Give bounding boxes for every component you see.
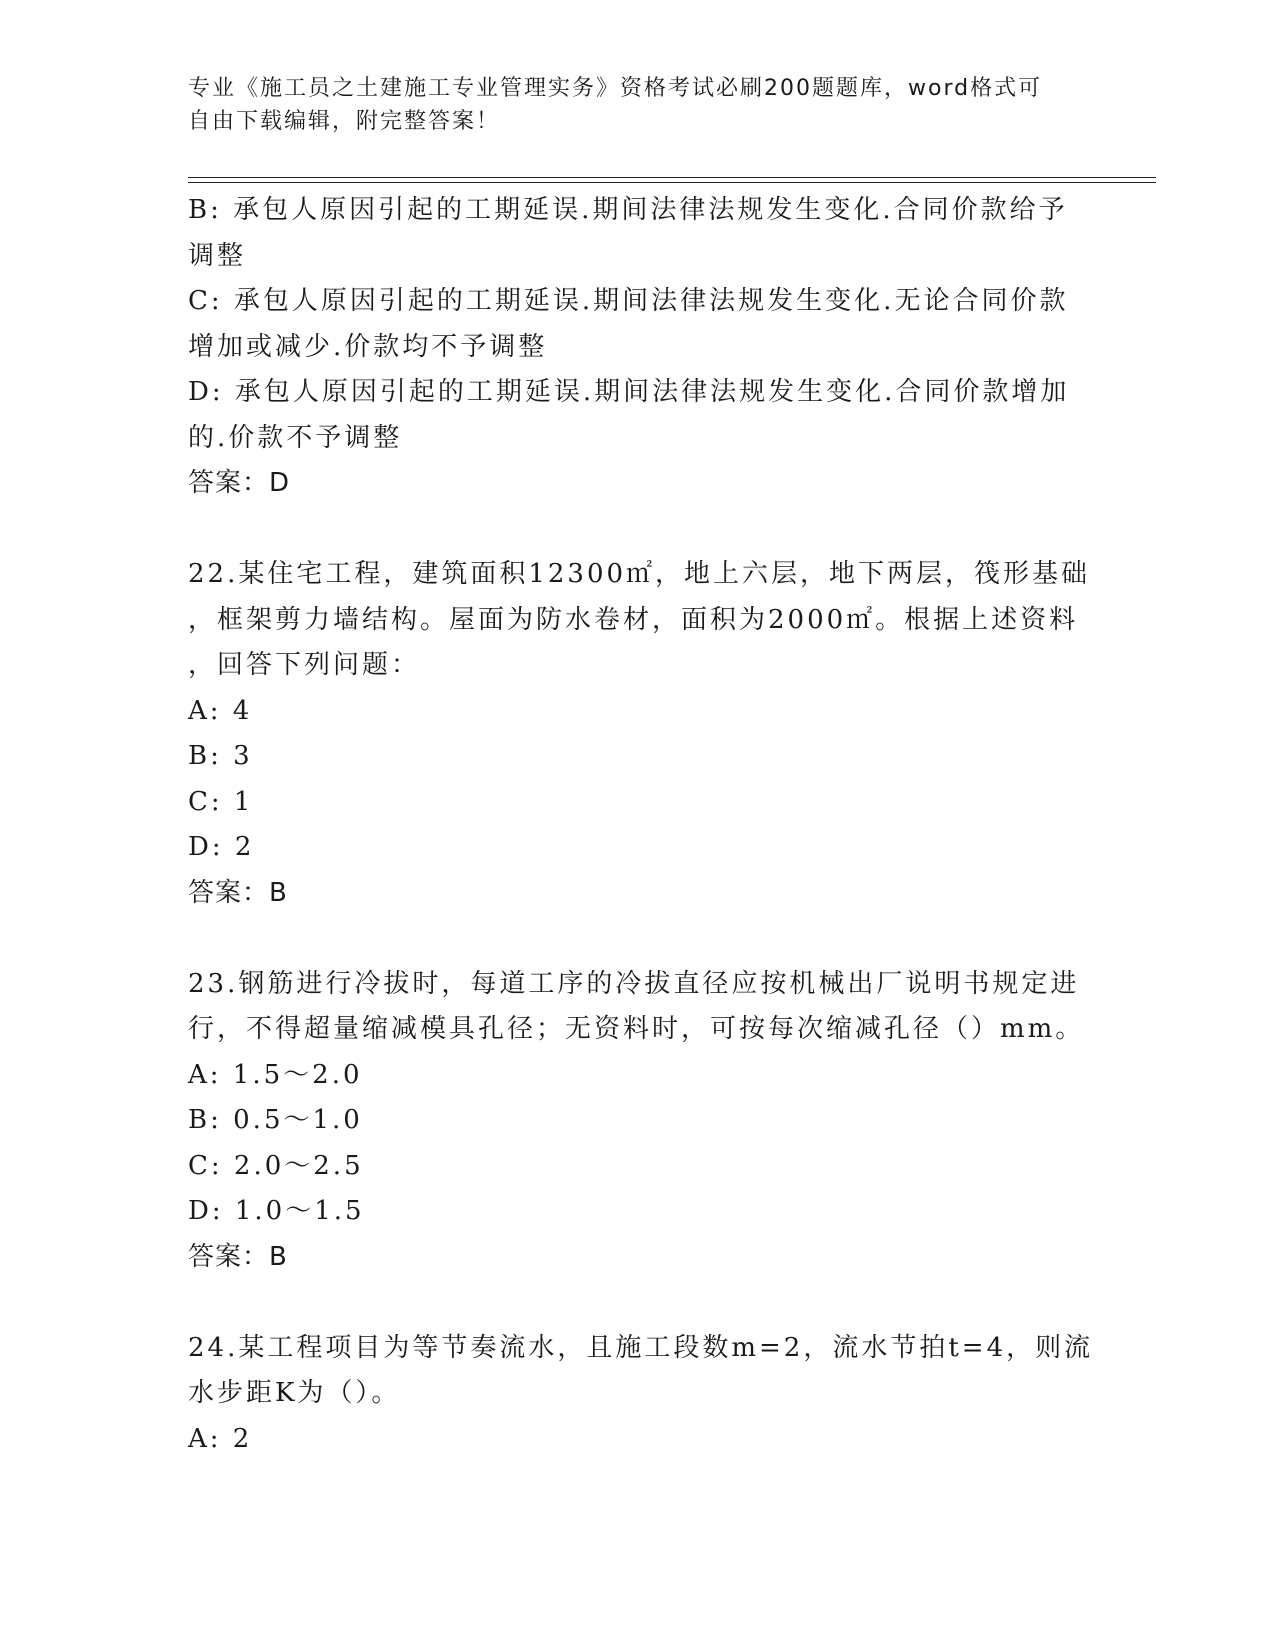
question-stem-line-1: 24.某工程项目为等节奏流水，且施工段数m=2，流水节拍t=4，则流 [188,1332,1094,1363]
option-c: C: 2.0～2.5 [188,1150,364,1181]
option-b-line-1: B: 承包人原因引起的工期延误.期间法律法规发生变化.合同价款给予 [188,195,1068,225]
spacer [188,1280,1068,1326]
question-23 [188,962,1085,1281]
option-b: B: 0.5～1.0 [188,1105,363,1135]
answer-22: 答案：B [188,877,288,908]
answer-21: 答案：D [188,468,291,498]
question-stem-line-3: ，回答下列问题： [188,650,421,680]
option-a: A: 1.5～2.0 [188,1059,363,1090]
option-d-line-1: D: 承包人原因引起的工期延误.期间法律法规发生变化.合同价款增加 [188,377,1070,407]
question-stem-line-1: 22.某住宅工程，建筑面积12300㎡，地上六层，地下两层，筏形基础 [188,559,1091,589]
header-line-1: 专业《施工员之土建施工专业管理实务》资格考试必刷200题题库，word格式可 [188,76,1043,101]
question-21-tail [188,188,1068,507]
option-d: D: 1.0～1.5 [188,1196,365,1226]
option-d-line-2: 的.价款不予调整 [188,422,403,453]
header-rule-top [188,177,1156,178]
option-a: A: 4 [188,695,253,726]
document-body [188,188,1094,1462]
header-line-2: 自由下载编辑，附完整答案！ [188,109,501,134]
option-c-line-2: 增加或减少.价款均不予调整 [188,331,548,362]
option-d: D: 2 [188,832,255,862]
question-stem-line-1: 23.钢筋进行冷拔时，每道工序的冷拔直径应按机械出厂说明书规定进 [188,968,1080,999]
option-b-line-2: 调整 [188,240,247,271]
spacer [188,507,1068,553]
option-a: A: 2 [188,1423,253,1454]
document-header [188,72,1068,138]
question-24 [188,1326,1094,1463]
header-rule-bottom [188,182,1156,183]
question-stem-line-2: ，框架剪力墙结构。屋面为防水卷材，面积为2000㎡。根据上述资料 [188,604,1079,635]
question-stem-line-2: 行，不得超量缩减模具孔径；无资料时，可按每次缩减孔径（）mm。 [188,1014,1085,1044]
spacer [188,916,1068,962]
question-22 [188,552,1091,916]
option-b: B: 3 [188,741,253,771]
answer-23: 答案：B [188,1241,288,1272]
option-c: C: 1 [188,786,254,817]
question-stem-line-2: 水步距K为（）。 [188,1378,401,1408]
option-c-line-1: C: 承包人原因引起的工期延误.期间法律法规发生变化.无论合同价款 [188,286,1069,316]
